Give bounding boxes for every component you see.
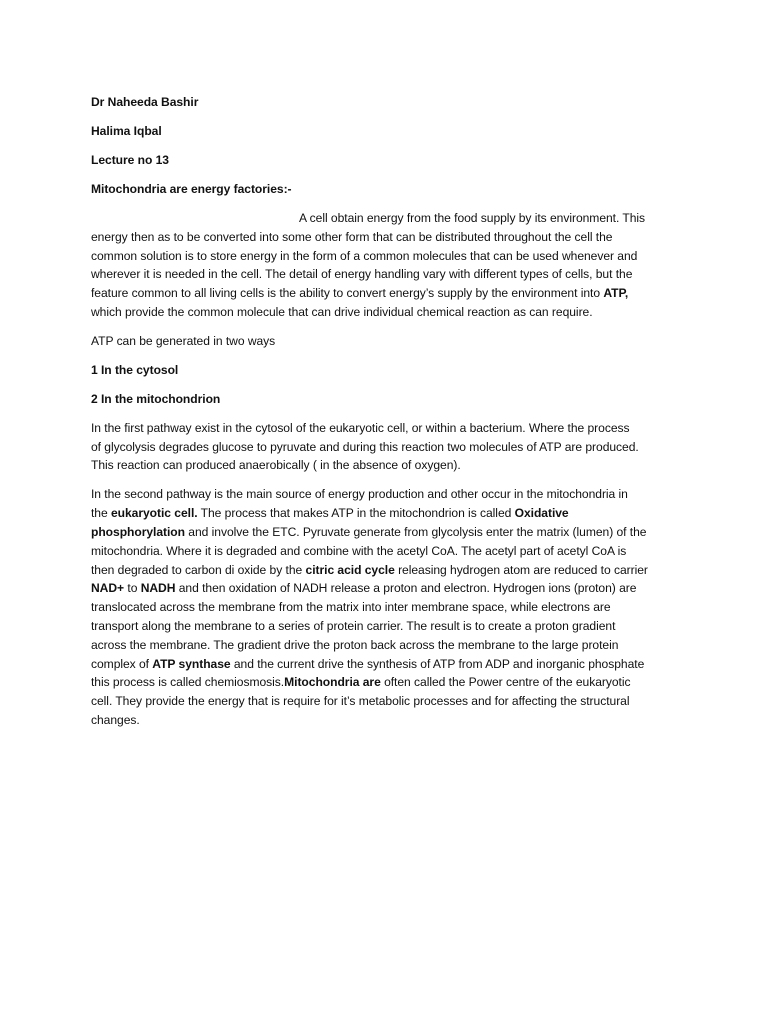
first-pathway-line-3: This reaction can produced anaerobically ( in the absence of oxygen). (91, 458, 461, 473)
text-run: the (91, 506, 111, 521)
second-pathway-line-13: changes. (91, 713, 140, 727)
second-pathway-line-4: mitochondria. Where it is degraded and combine with the acetyl CoA. The acetyl part of acetyl CoA is (91, 543, 627, 558)
text-run: and the current drive the synthesis of ATP from ADP and inorganic phosphate (230, 656, 645, 671)
text-run: to (124, 581, 141, 596)
text-run: The process that makes ATP in the mitochondrion is called (197, 506, 515, 521)
second-pathway-line-8: transport along the membrane to a series of protein carrier. The result is to create a proton gradient (91, 619, 616, 634)
mitochondria-are-term: Mitochondria are (284, 675, 381, 690)
text-run: complex of (91, 656, 153, 671)
intro-line-5-text: feature common to all living cells is the ability to convert energy’s supply by the environment into (91, 286, 604, 301)
way-1-heading: 1 In the cytosol (91, 362, 179, 377)
oxidative-term: Oxidative (514, 506, 569, 521)
student-name: Halima Iqbal (91, 123, 162, 138)
second-pathway-line-2 (91, 504, 673, 523)
intro-line-1: A cell obtain energy from the food supply by its environment. This (299, 210, 646, 225)
second-pathway-line-12: cell. They provide the energy that is require for it’s metabolic processes and for affecting the structural (91, 694, 630, 709)
text-run: then degraded to carbon di oxide by the (91, 562, 306, 577)
first-pathway-paragraph (91, 419, 673, 475)
phosphorylation-term: phosphorylation (91, 525, 185, 540)
second-pathway-paragraph (91, 485, 673, 729)
text-run: this process is called chemiosmosis. (91, 675, 285, 690)
second-pathway-line-1: In the second pathway is the main source of energy production and other occur in the mitochondria in (91, 487, 628, 502)
atp-synthase-term: ATP synthase (152, 656, 231, 671)
document-body (91, 93, 673, 740)
eukaryotic-cell-term: eukaryotic cell. (110, 506, 198, 521)
second-pathway-line-9: across the membrane. The gradient drive the proton back across the membrane to the large protein (91, 637, 619, 652)
second-pathway-line-3 (91, 523, 673, 542)
intro-line-3: common solution is to store energy in the form of a common molecules that can be used whenever and (91, 248, 638, 263)
atp-term: ATP, (603, 286, 629, 301)
second-pathway-line-6 (91, 579, 673, 598)
intro-line-5 (91, 284, 673, 303)
second-pathway-line-11 (91, 673, 673, 692)
lecture-number: Lecture no 13 (91, 152, 169, 167)
first-pathway-line-1: In the first pathway exist in the cytosol of the eukaryotic cell, or within a bacterium. Where the process (91, 420, 630, 435)
text-run: releasing hydrogen atom are reduced to carrier (394, 562, 648, 577)
second-pathway-line-10 (91, 655, 673, 674)
intro-line-6: which provide the common molecule that can drive individual chemical reaction as can require. (91, 304, 593, 319)
nadh-term: NADH (140, 581, 176, 596)
way-2-heading: 2 In the mitochondrion (91, 391, 221, 406)
citric-acid-cycle-term: citric acid cycle (305, 562, 395, 577)
section-title: Mitochondria are energy factories:- (91, 181, 292, 196)
author-name: Dr Naheeda Bashir (91, 95, 199, 109)
second-pathway-line-5 (91, 561, 673, 580)
ways-intro: ATP can be generated in two ways (91, 333, 276, 348)
nad-plus-term: NAD+ (91, 581, 125, 596)
intro-line-2: energy then as to be converted into some other form that can be distributed throughout the cell the (91, 229, 613, 244)
text-run: and then oxidation of NADH release a proton and electron. Hydrogen ions (proton) are (175, 581, 637, 596)
first-pathway-line-2: of glycolysis degrades glucose to pyruvate and during this reaction two molecules of ATP are produced. (91, 439, 639, 454)
second-pathway-line-7: translocated across the membrane from the matrix into inter membrane space, while electrons are (91, 600, 611, 615)
intro-paragraph (91, 209, 673, 322)
text-run: and involve the ETC. Pyruvate generate from glycolysis enter the matrix (lumen) of the (184, 525, 647, 540)
text-run: often called the Power centre of the eukaryotic (380, 675, 631, 690)
intro-line-4: wherever it is needed in the cell. The detail of energy handling vary with different types of cells, but the (91, 267, 633, 282)
